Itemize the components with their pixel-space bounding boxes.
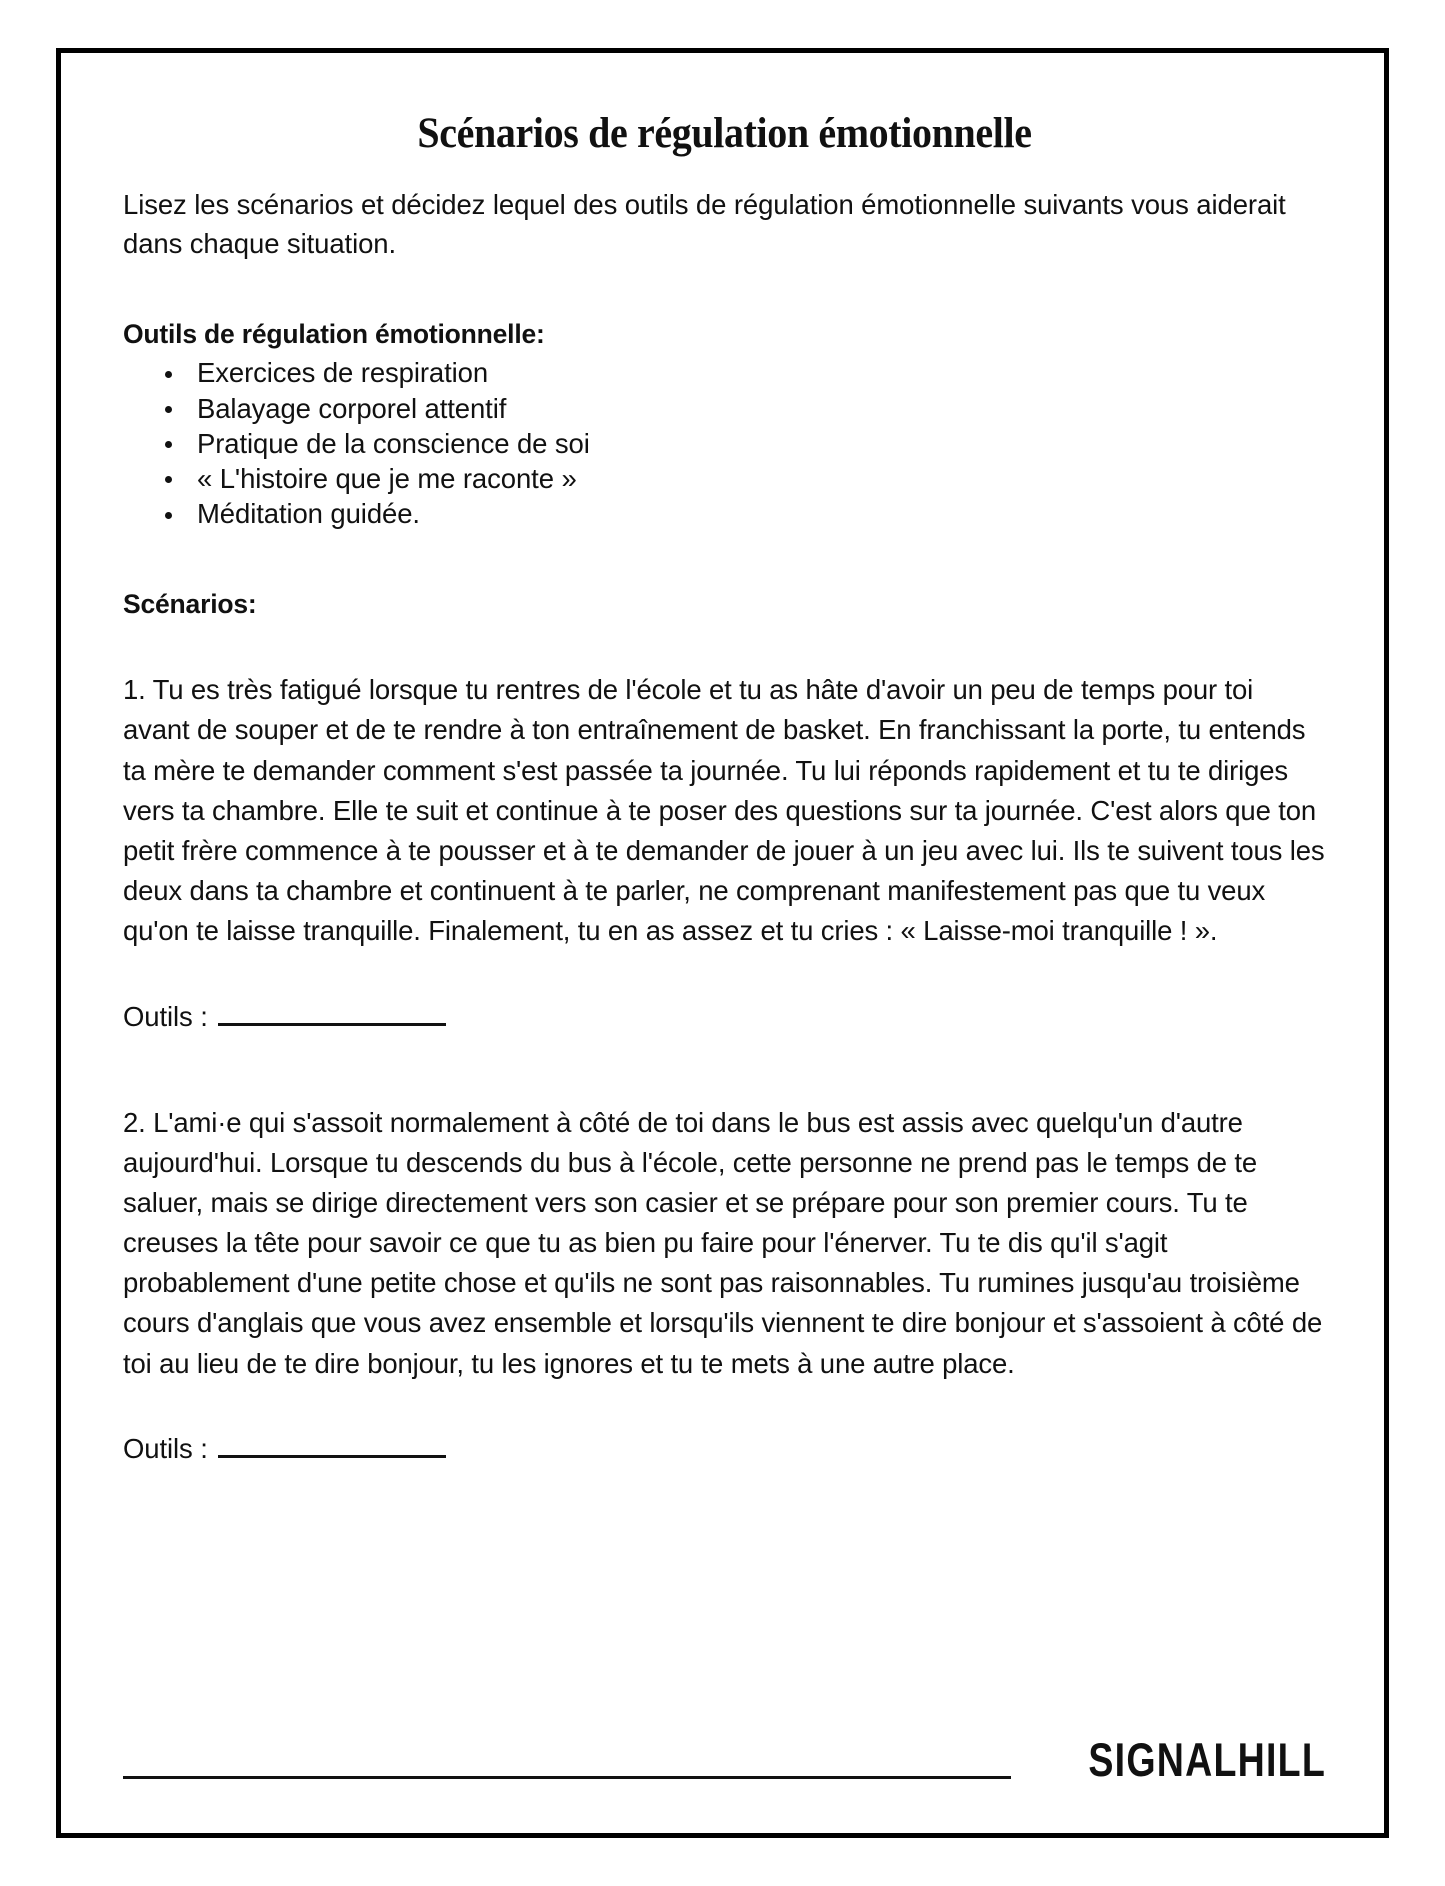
bullet-icon: [165, 371, 172, 378]
signalhill-logo: [1074, 1733, 1326, 1789]
list-item: [161, 355, 1326, 390]
list-item: [161, 391, 1326, 426]
tool-label: Pratique de la conscience de soi: [197, 427, 590, 459]
bullet-icon: [165, 441, 172, 448]
scenario-2-text: 2. L'ami·e qui s'assoit normalement à côté de toi dans le bus est assis avec quelqu'un d'autre aujourd'hui. Lorsque tu descends du bus à l'école, cette personne ne prend pas le temps de te saluer, mais se dirige directement vers son casier et se prépare pour son premier cours. Tu te creuses la tête pour savoir ce que tu as bien pu faire pour l'énerver. Tu te dis qu'il s'agit probablement d'une petite chose et qu'ils ne sont pas raisonnables. Tu rumines jusqu'au troisième cours d'anglais que vous avez ensemble et lorsqu'ils viennent te dire bonjour et s'assoient à côté de toi au lieu de te dire bonjour, tu les ignores et tu te mets à une autre place.: [123, 1106, 1323, 1379]
answer-label: Outils :: [123, 1000, 208, 1032]
list-item: [161, 461, 1326, 496]
page-title: Scénarios de régulation émotionnelle: [417, 110, 1032, 157]
tool-label: Méditation guidée.: [197, 498, 420, 530]
tool-label: Exercices de respiration: [197, 357, 489, 389]
logo-text-signal: SIGNAL: [1088, 1733, 1238, 1786]
footer-divider: [123, 1776, 1011, 1779]
answer-label: Outils :: [123, 1433, 208, 1465]
answer-blank-input[interactable]: [218, 1432, 446, 1458]
intro-paragraph: Lisez les scénarios et décidez lequel des outils de régulation émotionnelle suivants vous aiderait dans chaque situation.: [123, 189, 1286, 260]
scenario-1-text: 1. Tu es très fatigué lorsque tu rentres de l'école et tu as hâte d'avoir un peu de temps pour toi avant de souper et de te rendre à ton entraînement de basket. En franchissant la porte, tu entends ta mère te demander comment s'est passée ta journée. Tu lui réponds rapidement et tu te diriges vers ta chambre. Elle te suit et continue à te poser des questions sur ta journée. C'est alors que ton petit frère commence à te pousser et à te demander de jouer à un jeu avec lui. Ils te suivent tous les deux dans ta chambre et continuent à te parler, ne comprenant manifestement pas que tu veux qu'on te laisse tranquille. Finalement, tu en as assez et tu cries : « Laisse-moi tranquille ! ».: [123, 674, 1325, 947]
worksheet-content: [123, 93, 1326, 1807]
list-item: [161, 426, 1326, 461]
tools-heading: Outils de régulation émotionnelle:: [123, 319, 545, 350]
bullet-icon: [165, 512, 172, 519]
logo-text-hill: HILL: [1237, 1733, 1326, 1786]
answer-blank-input[interactable]: [218, 999, 446, 1025]
bullet-icon: [165, 406, 172, 413]
scenario-1-answer-row: [123, 999, 1326, 1032]
worksheet-page: [56, 48, 1389, 1838]
list-item: [161, 496, 1326, 531]
bullet-icon: [165, 476, 172, 483]
footer: [123, 1733, 1326, 1789]
tool-label: « L'histoire que je me raconte »: [197, 462, 577, 494]
tools-list: [123, 355, 1326, 531]
scenario-2-answer-row: [123, 1432, 1326, 1465]
tool-label: Balayage corporel attentif: [197, 392, 507, 424]
scenarios-heading: Scénarios:: [123, 589, 257, 620]
